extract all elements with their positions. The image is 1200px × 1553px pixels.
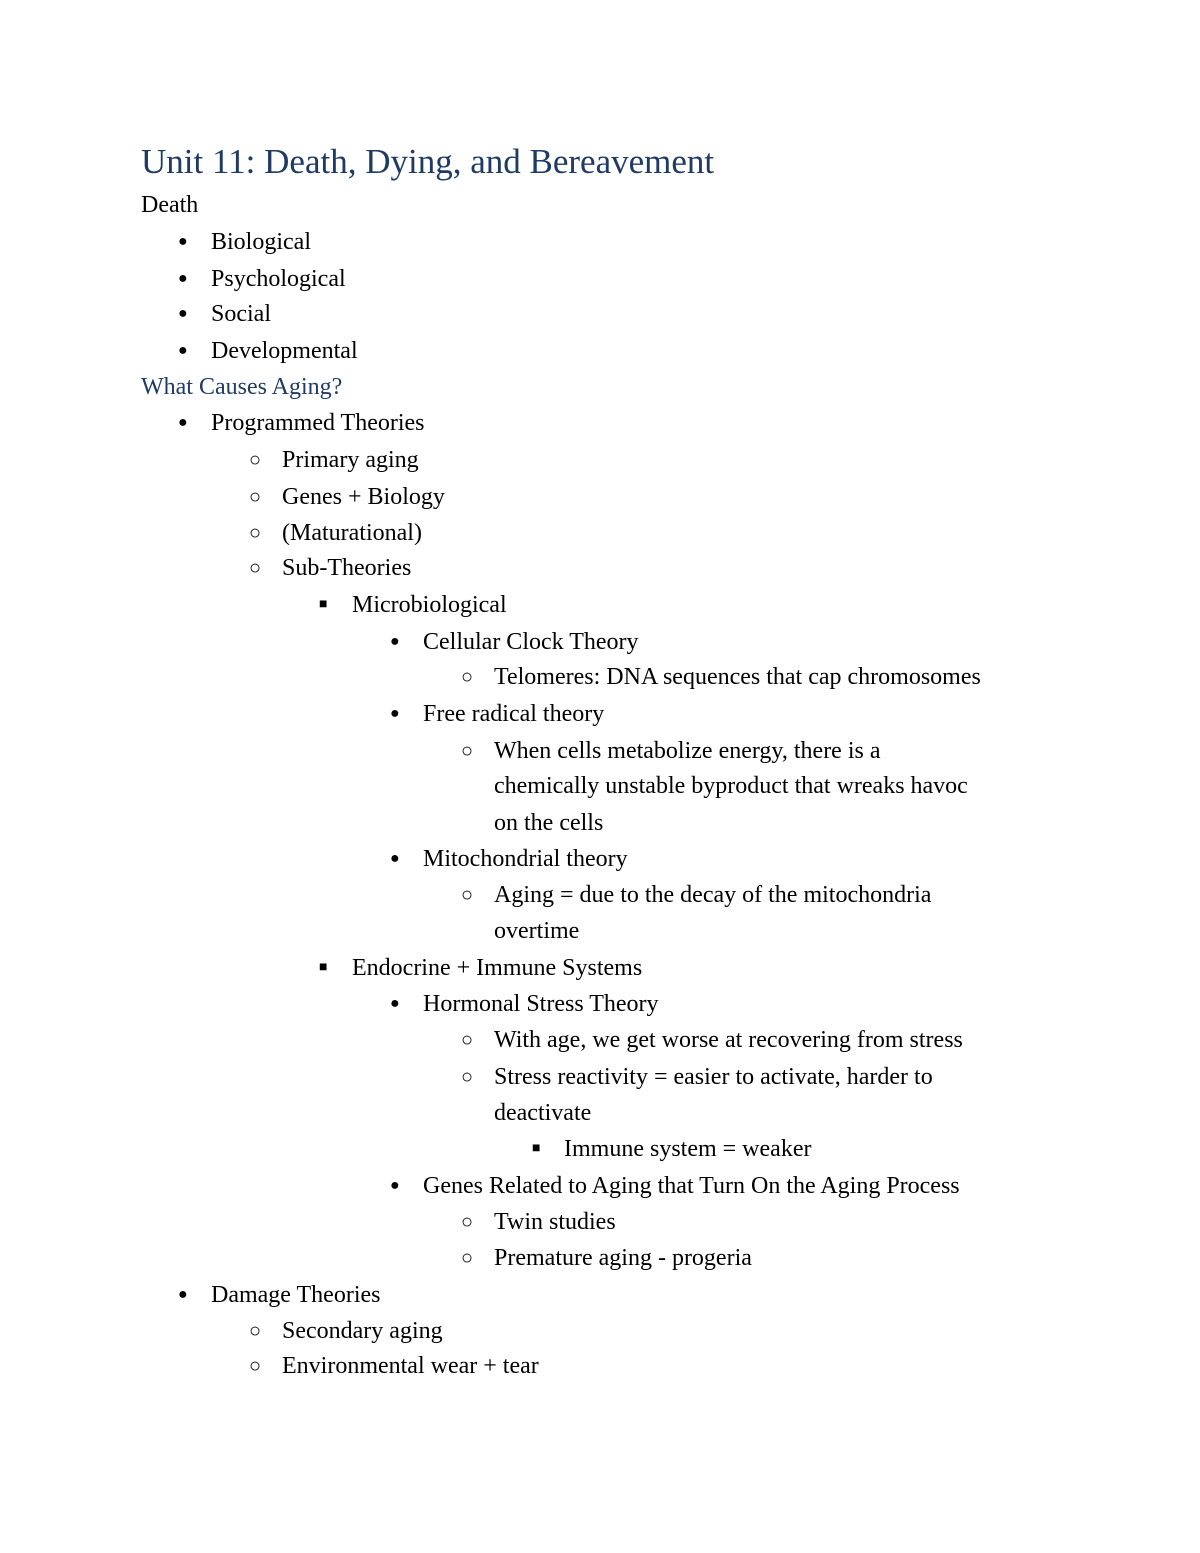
list-item: When cells metabolize energy, there is a — [494, 738, 881, 764]
list-item: Microbiological — [352, 592, 507, 618]
list-item-continuation: overtime — [494, 918, 580, 944]
list-item: Primary aging — [282, 447, 419, 473]
list-item: Telomeres: DNA sequences that cap chromosomes — [494, 664, 981, 690]
list-item: Programmed Theories — [211, 410, 425, 436]
list-item: Developmental — [211, 338, 358, 364]
bullet-square: ■ — [319, 597, 328, 612]
list-item: Damage Theories — [211, 1282, 381, 1308]
list-item: Social — [211, 301, 271, 327]
list-item: Psychological — [211, 266, 346, 292]
bullet-disc: ● — [178, 233, 188, 250]
bullet-circle: ○ — [461, 884, 474, 906]
list-item: Biological — [211, 229, 311, 255]
list-item: Sub-Theories — [282, 555, 412, 581]
list-item: (Maturational) — [282, 520, 422, 546]
list-item-continuation: chemically unstable byproduct that wreaks havoc — [494, 773, 968, 799]
list-item-continuation: on the cells — [494, 810, 604, 836]
bullet-disc: ● — [390, 850, 400, 867]
bullet-square: ■ — [532, 1141, 541, 1156]
bullet-circle: ○ — [461, 1211, 474, 1233]
list-item: Twin studies — [494, 1209, 616, 1235]
bullet-square: ■ — [319, 960, 328, 975]
section-heading-aging: What Causes Aging? — [141, 374, 343, 400]
page-title: Unit 11: Death, Dying, and Bereavement — [141, 142, 715, 181]
list-item: Environmental wear + tear — [282, 1353, 539, 1379]
bullet-disc: ● — [390, 633, 400, 650]
bullet-disc: ● — [178, 270, 188, 287]
list-item: With age, we get worse at recovering from stress — [494, 1027, 963, 1053]
bullet-circle: ○ — [249, 449, 262, 471]
list-item: Free radical theory — [423, 701, 605, 727]
list-item: Genes Related to Aging that Turn On the Aging Process — [423, 1173, 960, 1199]
bullet-circle: ○ — [461, 1247, 474, 1269]
bullet-disc: ● — [178, 1286, 188, 1303]
section-heading-death: Death — [141, 192, 199, 218]
bullet-circle: ○ — [249, 557, 262, 579]
bullet-circle: ○ — [249, 1355, 262, 1377]
bullet-disc: ● — [178, 342, 188, 359]
bullet-circle: ○ — [249, 522, 262, 544]
bullet-circle: ○ — [461, 1029, 474, 1051]
list-item: Mitochondrial theory — [423, 846, 628, 872]
list-item-continuation: deactivate — [494, 1100, 592, 1126]
bullet-disc: ● — [178, 414, 188, 431]
bullet-disc: ● — [390, 995, 400, 1012]
bullet-circle: ○ — [249, 1320, 262, 1342]
bullet-disc: ● — [178, 305, 188, 322]
list-item: Hormonal Stress Theory — [423, 991, 659, 1017]
list-item: Premature aging - progeria — [494, 1245, 752, 1271]
list-item: Aging = due to the decay of the mitochondria — [494, 882, 932, 908]
bullet-circle: ○ — [249, 486, 262, 508]
bullet-disc: ● — [390, 705, 400, 722]
bullet-circle: ○ — [461, 666, 474, 688]
bullet-disc: ● — [390, 1177, 400, 1194]
list-item: Secondary aging — [282, 1318, 443, 1344]
list-item: Genes + Biology — [282, 484, 445, 510]
bullet-circle: ○ — [461, 740, 474, 762]
bullet-circle: ○ — [461, 1066, 474, 1088]
list-item: Immune system = weaker — [564, 1136, 812, 1162]
list-item: Cellular Clock Theory — [423, 629, 639, 655]
list-item: Stress reactivity = easier to activate, harder to — [494, 1064, 933, 1090]
list-item: Endocrine + Immune Systems — [352, 955, 643, 981]
